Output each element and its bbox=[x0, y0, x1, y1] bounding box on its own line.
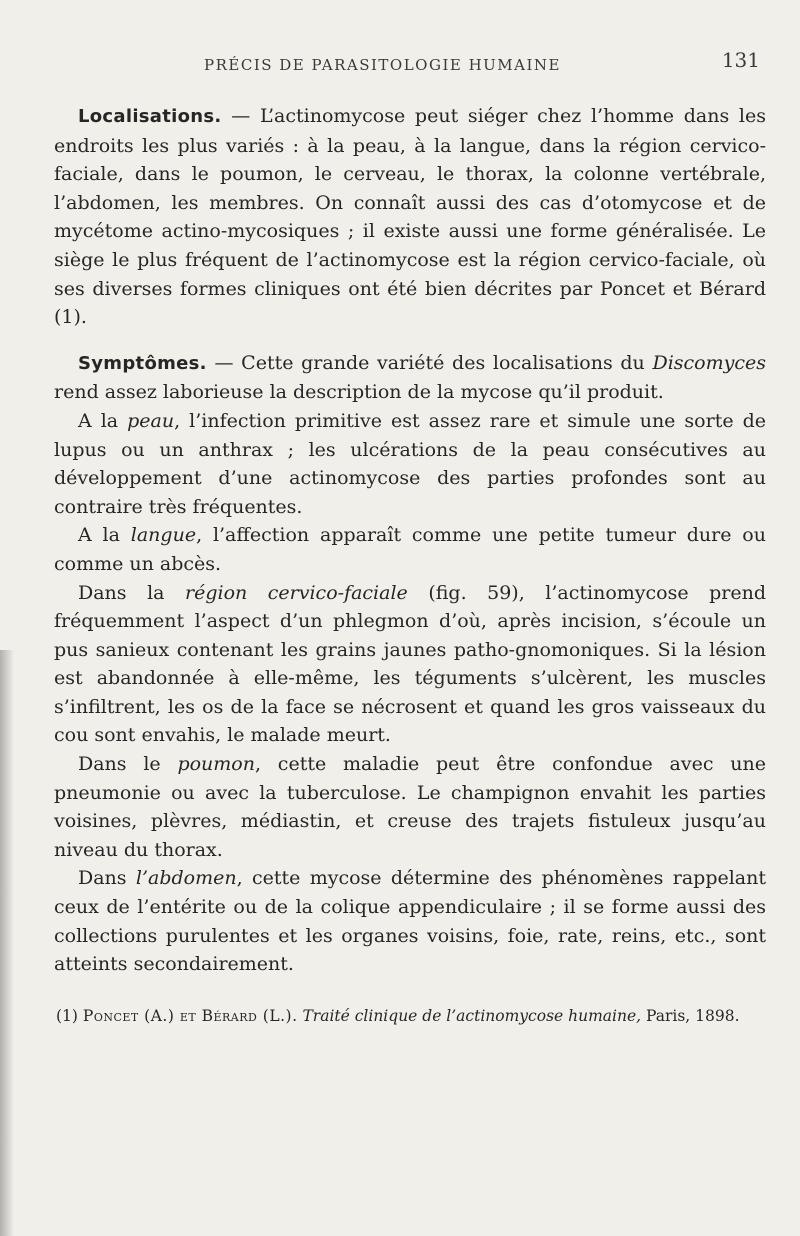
footnote-title: Traité clinique de l’actinomycose humaine, bbox=[297, 1006, 642, 1025]
footnote-marker: (1) bbox=[56, 1006, 83, 1025]
term-langue: langue bbox=[130, 524, 197, 547]
running-title: PRÉCIS DE PARASITOLOGIE HUMAINE bbox=[204, 56, 562, 74]
paragraph-localisations bbox=[54, 102, 766, 332]
paragraph-langue bbox=[54, 521, 766, 578]
text-cervico: (fig. 59), l’actinomycose prend fréquemment l’aspect d’un phlegmon d’où, après incision, s’écoule un pus sanieux contenant les grains jaunes patho-gnomoniques. Si la lésion est abandonnée à elle-même, les téguments s’ulcèrent, les muscles s’infiltrent, les os de la face se nécrosent et quand les gros vaisseaux du cou sont envahis, le malade meurt. bbox=[54, 581, 766, 747]
text-peau: , l’infection primitive est assez rare et simule une sorte de lupus ou un anthrax ; les ulcérations de la peau consécutives au développement d’une actinomycose des parties profondes sont au contraire très fréquentes. bbox=[54, 409, 766, 518]
cervico-pre: Dans la bbox=[78, 581, 186, 604]
text-symptomes-a: — Cette grande variété des localisations du bbox=[206, 351, 653, 374]
term-peau: peau bbox=[127, 409, 175, 432]
paragraph-peau bbox=[54, 407, 766, 521]
peau-pre: A la bbox=[78, 409, 128, 432]
langue-pre: A la bbox=[78, 524, 131, 547]
text-symptomes-b: rend assez laborieuse la description de la mycose qu’il produit. bbox=[54, 381, 664, 404]
heading-localisations: Localisations. bbox=[78, 106, 222, 127]
book-page bbox=[54, 38, 766, 1027]
page-edge-shadow bbox=[0, 650, 14, 1236]
term-abdomen: l’abdomen bbox=[135, 867, 237, 890]
paragraph-cervico bbox=[54, 579, 766, 751]
page-number: 131 bbox=[721, 48, 760, 72]
text-localisations: — L’actinomycose peut siéger chez l’homme dans les endroits les plus variés : à la peau, à la langue, dans la région cervico-faciale, dans le poumon, le cerveau, le thorax, la colonne vertébrale, l’abdomen, les membres. On connaît aussi des cas d’otomycose et de mycétome actino-mycosiques ; il existe aussi une forme généralisée. Le siège le plus fréquent de l’actinomycose est la région cervico-faciale, où ses diverses formes cliniques ont été bien décrites par Poncet et Bérard (1). bbox=[54, 105, 766, 329]
footnote-rest: Paris, 1898. bbox=[641, 1006, 740, 1025]
abdomen-pre: Dans bbox=[78, 867, 136, 890]
poumon-pre: Dans le bbox=[78, 753, 178, 776]
footnote-authors: Poncet (A.) et Bérard (L.). bbox=[82, 1006, 298, 1025]
paragraph-poumon bbox=[54, 750, 766, 864]
heading-symptomes: Symptômes. bbox=[78, 352, 207, 374]
text-abdomen: , cette mycose détermine des phénomènes rappelant ceux de l’entérite ou de la colique appendiculaire ; il se forme aussi des collections purulentes et les organes voisins, foie, rate, reins, etc., sont atteints secondairement. bbox=[54, 867, 767, 976]
text-poumon: , cette maladie peut être confondue avec une pneumonie ou avec la tuberculose. Le champignon envahit les parties voisines, plèvres, médiastin, et creuse des trajets fistuleux jusqu’au niveau du thorax. bbox=[54, 753, 766, 861]
term-cervico: région cervico-faciale bbox=[185, 581, 408, 604]
paragraph-abdomen bbox=[54, 864, 766, 978]
text-langue: , l’affection apparaît comme une petite tumeur dure ou comme un abcès. bbox=[54, 524, 766, 575]
genus-discomyces: Discomyces bbox=[652, 351, 766, 374]
page-header bbox=[54, 38, 766, 74]
term-poumon: poumon bbox=[177, 753, 255, 776]
footnote bbox=[54, 1005, 766, 1027]
paragraph-symptomes bbox=[54, 349, 766, 407]
